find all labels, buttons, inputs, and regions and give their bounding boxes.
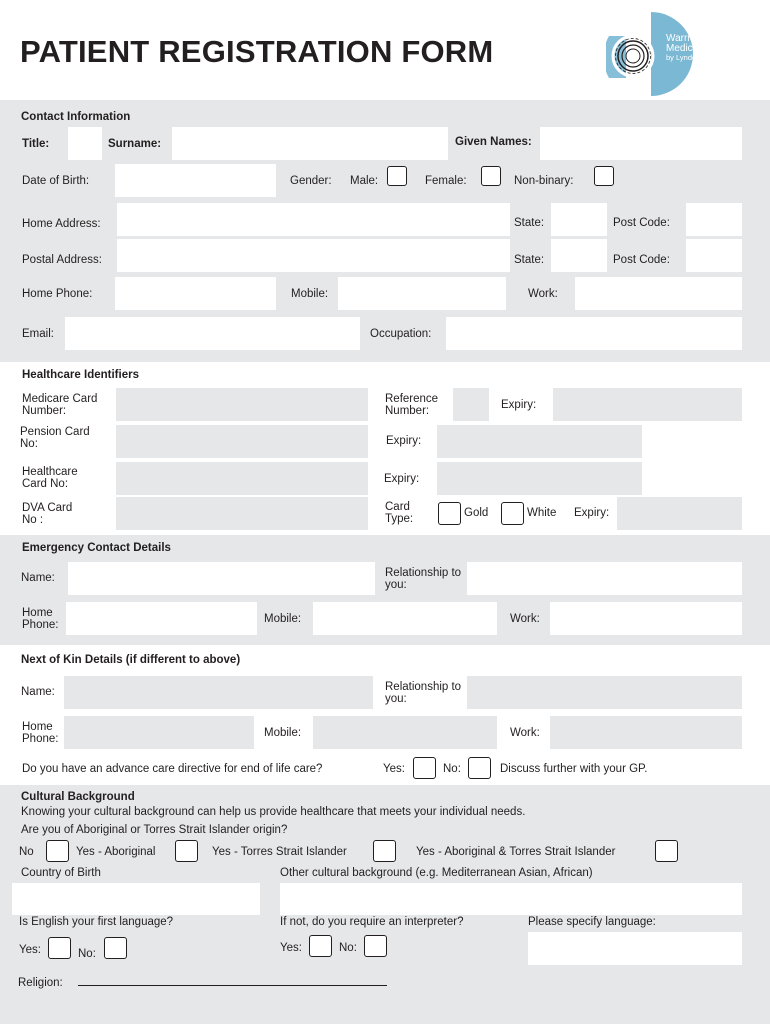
- english-yes-label: Yes:: [19, 944, 41, 956]
- opt-both-checkbox[interactable]: [655, 840, 678, 862]
- title-field[interactable]: [68, 127, 102, 160]
- kin-work-field[interactable]: [550, 716, 742, 749]
- em-mobile-label: Mobile:: [264, 613, 302, 625]
- advance-no-checkbox[interactable]: [468, 757, 491, 779]
- reference-label: Reference Number:: [385, 393, 439, 417]
- given-names-field[interactable]: [540, 127, 742, 160]
- medicare-expiry-label: Expiry:: [501, 399, 537, 411]
- specify-language-label: Please specify language:: [528, 916, 656, 928]
- work-label: Work:: [528, 288, 558, 300]
- non-binary-checkbox[interactable]: [594, 166, 614, 186]
- em-work-label: Work:: [510, 613, 540, 625]
- kin-home-phone-field[interactable]: [64, 716, 254, 749]
- postal-state-label: State:: [514, 254, 545, 266]
- gold-label: Gold: [464, 507, 489, 519]
- postal-postcode-field[interactable]: [686, 239, 742, 272]
- specify-language-field[interactable]: [528, 932, 742, 965]
- em-home-phone-label: Home Phone:: [22, 607, 59, 631]
- advance-yes-label: Yes:: [383, 763, 405, 775]
- advance-question: Do you have an advance care directive for end of life care?: [22, 763, 323, 775]
- cultural-heading: Cultural Background: [21, 791, 135, 803]
- dva-field[interactable]: [116, 497, 368, 530]
- occupation-field[interactable]: [446, 317, 742, 350]
- medicare-field[interactable]: [116, 388, 368, 421]
- home-address-label: Home Address:: [22, 218, 101, 230]
- kin-home-phone-label: Home Phone:: [22, 721, 59, 745]
- advance-yes-checkbox[interactable]: [413, 757, 436, 779]
- pension-expiry-label: Expiry:: [386, 435, 422, 447]
- english-yes-checkbox[interactable]: [48, 937, 71, 959]
- kin-mobile-label: Mobile:: [264, 727, 302, 739]
- hc-expiry-label: Expiry:: [384, 473, 420, 485]
- gold-checkbox[interactable]: [438, 502, 461, 525]
- country-field[interactable]: [12, 883, 260, 915]
- female-label: Female:: [425, 175, 467, 187]
- pension-label: Pension Card No:: [20, 426, 90, 450]
- dva-expiry-field[interactable]: [617, 497, 742, 530]
- kin-work-label: Work:: [510, 727, 540, 739]
- kin-heading: Next of Kin Details (if different to above): [21, 654, 241, 666]
- interp-yes-checkbox[interactable]: [309, 935, 332, 957]
- email-label: Email:: [22, 328, 54, 340]
- em-mobile-field[interactable]: [313, 602, 497, 635]
- work-field[interactable]: [575, 277, 742, 310]
- opt-aboriginal-label: Yes - Aboriginal: [76, 846, 156, 858]
- male-label: Male:: [350, 175, 379, 187]
- emergency-heading: Emergency Contact Details: [22, 542, 171, 554]
- cultural-intro: Knowing your cultural background can help us provide healthcare that meets your individual needs.: [21, 806, 526, 818]
- pension-expiry-field[interactable]: [437, 425, 642, 458]
- em-relationship-label: Relationship to you:: [385, 567, 462, 591]
- home-postcode-label: Post Code:: [613, 217, 670, 229]
- reference-field[interactable]: [453, 388, 489, 421]
- title-label: Title:: [22, 138, 50, 150]
- mobile-field[interactable]: [338, 277, 506, 310]
- kin-name-field[interactable]: [64, 676, 373, 709]
- advance-no-label: No:: [443, 763, 461, 775]
- opt-tsi-label: Yes - Torres Strait Islander: [212, 846, 347, 858]
- other-background-field[interactable]: [280, 883, 742, 915]
- opt-no-checkbox[interactable]: [46, 840, 69, 862]
- interp-no-label: No:: [339, 942, 357, 954]
- white-checkbox[interactable]: [501, 502, 524, 525]
- opt-aboriginal-checkbox[interactable]: [175, 840, 198, 862]
- interpreter-question: If not, do you require an interpreter?: [280, 916, 464, 928]
- occupation-label: Occupation:: [370, 328, 432, 340]
- logo-text-1: Warrnambool: [666, 33, 726, 44]
- dva-label: DVA Card No :: [22, 502, 73, 526]
- contact-heading: Contact Information: [21, 111, 131, 123]
- logo-text-3: by Lyndoch Living: [666, 53, 726, 62]
- kin-name-label: Name:: [21, 686, 55, 698]
- home-state-label: State:: [514, 217, 545, 229]
- male-checkbox[interactable]: [387, 166, 407, 186]
- gender-label: Gender:: [290, 175, 332, 187]
- opt-no-label: No: [19, 846, 34, 858]
- interp-yes-label: Yes:: [280, 942, 302, 954]
- em-relationship-field[interactable]: [467, 562, 742, 595]
- pension-field[interactable]: [116, 425, 368, 458]
- email-field[interactable]: [65, 317, 360, 350]
- non-binary-label: Non-binary:: [514, 175, 574, 187]
- white-label: White: [527, 507, 557, 519]
- english-no-checkbox[interactable]: [104, 937, 127, 959]
- em-home-phone-field[interactable]: [66, 602, 257, 635]
- kin-relationship-label: Relationship to you:: [385, 681, 462, 705]
- page-title: PATIENT REGISTRATION FORM: [20, 34, 494, 69]
- kin-relationship-field[interactable]: [467, 676, 742, 709]
- healthcare-heading: Healthcare Identifiers: [22, 369, 139, 381]
- dob-label: Date of Birth:: [22, 175, 90, 187]
- interp-no-checkbox[interactable]: [364, 935, 387, 957]
- postal-address-label: Postal Address:: [22, 254, 102, 266]
- home-phone-label: Home Phone:: [22, 288, 93, 300]
- postal-address-field[interactable]: [117, 239, 510, 272]
- clinic-logo: [606, 12, 756, 96]
- medicare-expiry-field[interactable]: [553, 388, 742, 421]
- dva-expiry-label: Expiry:: [574, 507, 610, 519]
- postal-state-field[interactable]: [551, 239, 607, 272]
- hc-expiry-field[interactable]: [437, 462, 642, 495]
- home-phone-field[interactable]: [115, 277, 276, 310]
- opt-tsi-checkbox[interactable]: [373, 840, 396, 862]
- given-names-label: Given Names:: [455, 136, 532, 148]
- em-name-label: Name:: [21, 572, 55, 584]
- country-label: Country of Birth: [21, 867, 101, 879]
- english-question: Is English your first language?: [19, 916, 174, 928]
- english-no-label: No:: [78, 948, 96, 960]
- logo-text-2: Medical Clinic: [666, 43, 728, 54]
- hc-card-label: Healthcare Card No:: [22, 466, 78, 490]
- opt-both-label: Yes - Aboriginal & Torres Strait Islander: [416, 846, 616, 858]
- surname-label: Surname:: [108, 138, 162, 150]
- religion-label: Religion:: [18, 977, 63, 989]
- home-address-field[interactable]: [117, 203, 510, 236]
- medicare-label: Medicare Card Number:: [22, 393, 98, 417]
- other-background-label: Other cultural background (e.g. Mediterranean Asian, African): [280, 867, 593, 879]
- mobile-label: Mobile:: [291, 288, 329, 300]
- kin-mobile-field[interactable]: [313, 716, 497, 749]
- female-checkbox[interactable]: [481, 166, 501, 186]
- postal-postcode-label: Post Code:: [613, 254, 670, 266]
- religion-line[interactable]: [78, 985, 387, 986]
- dob-field[interactable]: [115, 164, 276, 197]
- advance-discuss: Discuss further with your GP.: [500, 763, 648, 775]
- card-type-label: Card Type:: [385, 501, 414, 525]
- em-name-field[interactable]: [68, 562, 375, 595]
- origin-question: Are you of Aboriginal or Torres Strait Islander origin?: [21, 824, 288, 836]
- home-postcode-field[interactable]: [686, 203, 742, 236]
- em-work-field[interactable]: [550, 602, 742, 635]
- home-state-field[interactable]: [551, 203, 607, 236]
- hc-card-field[interactable]: [116, 462, 368, 495]
- surname-field[interactable]: [172, 127, 448, 160]
